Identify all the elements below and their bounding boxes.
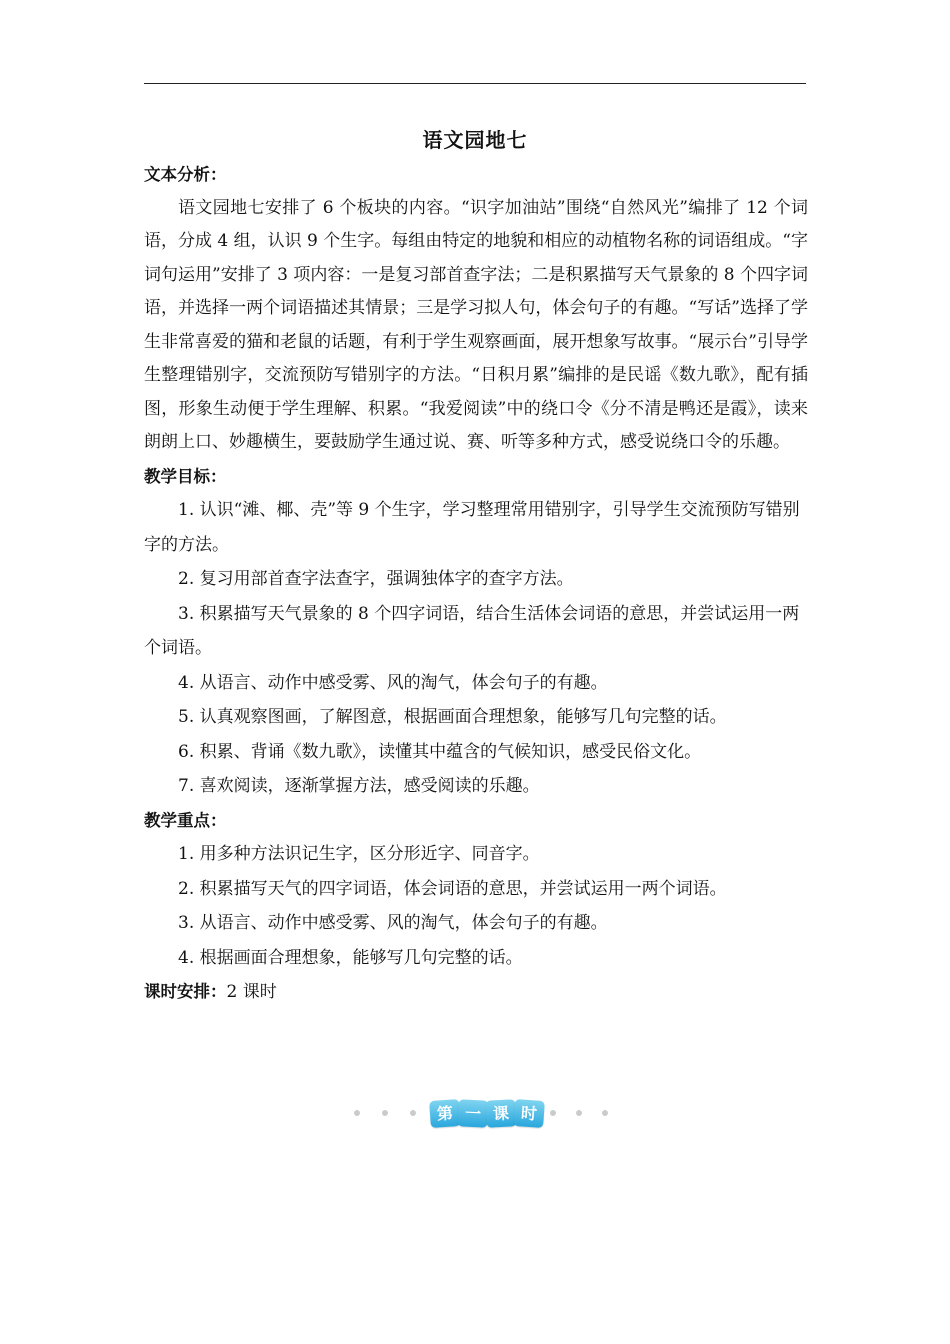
banner-tile: 第	[429, 1099, 461, 1128]
banner-tile: 时	[513, 1099, 545, 1128]
page-title: 语文园地七	[422, 128, 528, 152]
banner-dot	[410, 1110, 416, 1116]
banner-dot	[354, 1110, 360, 1116]
keypoint-item: 1. 用多种方法识记生字，区分形近字、同音字。	[178, 844, 540, 864]
lesson-banner	[344, 1096, 608, 1130]
analysis-paragraph: 语文园地七安排了 6 个板块的内容。“识字加油站”围绕“自然风光”编排了 12 个词语，分成 4 组，认识 9 个生字。每组由特定的地貌和相应的动植物名称的词语组成。“字词句运用”安排了 3 项内容：一是复习部首查字法；二是积累描写天气景象的 8 个四字词语，并选择一两个词语描述其情景；三是学习拟人句，体会句子的有趣。“写话”选择了学生非常喜爱的猫和老鼠的话题，有利于学生观察画面，展开想象写故事。“展示台”引导学生整理错别字，交流预防写错别字的方法。“日积月累”编排的是民谣《数九歌》，配有插图，形象生动便于学生理解、积累。“我爱阅读”中的绕口令《分不清是鸭还是霞》，读来朗朗上口、妙趣横生，要鼓励学生通过说、赛、听等多种方式，感受说绕口令的乐趣。	[144, 197, 808, 452]
keypoints-heading: 教学重点：	[144, 810, 227, 830]
goal-item: 7. 喜欢阅读，逐渐掌握方法，感受阅读的乐趣。	[178, 776, 540, 796]
schedule-label: 课时安排：	[144, 982, 227, 1001]
goal-item: 3. 积累描写天气景象的 8 个四字词语，结合生活体会词语的意思，并尝试运用一两个词语。	[144, 603, 800, 658]
keypoint-item: 4. 根据画面合理想象，能够写几句完整的话。	[178, 947, 523, 968]
banner-dot	[576, 1110, 582, 1116]
goal-item: 6. 积累、背诵《数九歌》，读懂其中蕴含的气候知识，感受民俗文化。	[178, 741, 702, 762]
goals-heading: 教学目标：	[144, 466, 227, 486]
keypoint-item: 2. 积累描写天气的四字词语，体会词语的意思，并尝试运用一两个词语。	[178, 878, 727, 899]
document-body	[144, 158, 808, 1010]
schedule-line	[144, 975, 808, 1010]
goal-item: 5. 认真观察图画，了解图意，根据画面合理想象，能够写几句完整的话。	[178, 707, 727, 727]
keypoint-item: 3. 从语言、动作中感受雾、风的淘气，体会句子的有趣。	[178, 913, 608, 933]
analysis-heading: 文本分析：	[144, 165, 227, 184]
goal-item: 1. 认识“滩、椰、壳”等 9 个生字，学习整理常用错别字，引导学生交流预防写错别字的方法。	[144, 500, 800, 555]
banner-tile: 课	[485, 1099, 516, 1128]
goal-item: 4. 从语言、动作中感受雾、风的淘气，体会句子的有趣。	[178, 672, 608, 693]
banner-tile: 一	[457, 1099, 488, 1128]
schedule-value: 2 课时	[226, 982, 277, 1002]
goal-item: 2. 复习用部首查字法查字，强调独体字的查字方法。	[178, 569, 574, 589]
header-rule	[144, 83, 806, 84]
banner-dot	[602, 1110, 608, 1116]
banner-dot	[550, 1110, 556, 1116]
banner-dot	[382, 1110, 388, 1116]
